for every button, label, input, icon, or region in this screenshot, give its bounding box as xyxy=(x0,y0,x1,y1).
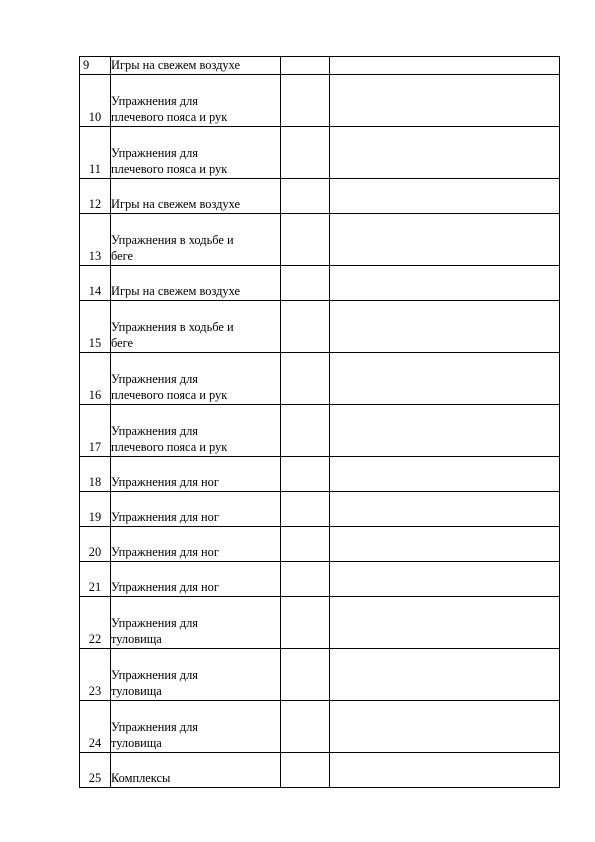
empty-cell xyxy=(281,753,330,788)
lesson-number: 22 xyxy=(80,597,111,649)
empty-cell xyxy=(281,75,330,127)
empty-cell xyxy=(330,353,560,405)
empty-cell xyxy=(281,492,330,527)
lesson-number: 24 xyxy=(80,701,111,753)
lesson-number: 18 xyxy=(80,457,111,492)
empty-cell xyxy=(330,701,560,753)
lesson-topic-text: Упражнения для ног xyxy=(111,510,219,524)
empty-cell xyxy=(281,266,330,301)
lesson-topic xyxy=(111,753,281,788)
table-row xyxy=(80,527,560,562)
lesson-topic-text: Упражнения для плечевого пояса и рук xyxy=(111,94,228,124)
empty-cell xyxy=(330,214,560,266)
lesson-topic-text: Упражнения для ног xyxy=(111,580,219,594)
lesson-topic xyxy=(111,597,281,649)
lesson-topic xyxy=(111,701,281,753)
lesson-topic xyxy=(111,301,281,353)
table-row xyxy=(80,179,560,214)
empty-cell xyxy=(281,179,330,214)
lesson-number: 17 xyxy=(80,405,111,457)
empty-cell xyxy=(330,562,560,597)
empty-cell xyxy=(281,127,330,179)
empty-cell xyxy=(281,353,330,405)
empty-cell xyxy=(330,753,560,788)
lesson-number: 16 xyxy=(80,353,111,405)
empty-cell xyxy=(330,57,560,75)
lesson-topic-text: Упражнения для плечевого пояса и рук xyxy=(111,372,228,402)
lesson-number: 20 xyxy=(80,527,111,562)
empty-cell xyxy=(330,597,560,649)
empty-cell xyxy=(281,527,330,562)
lesson-topic-text: Упражнения в ходьбе и беге xyxy=(111,320,234,350)
empty-cell xyxy=(330,457,560,492)
empty-cell xyxy=(281,597,330,649)
lesson-topic-text: Игры на свежем воздухе xyxy=(111,58,241,72)
lessons-table xyxy=(79,56,560,788)
lesson-number: 11 xyxy=(80,127,111,179)
lesson-topic-text: Игры на свежем воздухе xyxy=(111,284,241,298)
table-row xyxy=(80,562,560,597)
empty-cell xyxy=(281,562,330,597)
table-row xyxy=(80,597,560,649)
table-row xyxy=(80,701,560,753)
lesson-topic-text: Упражнения для ног xyxy=(111,545,219,559)
lesson-topic-text: Упражнения для туловища xyxy=(111,616,198,646)
empty-cell xyxy=(281,701,330,753)
empty-cell xyxy=(330,301,560,353)
lesson-topic xyxy=(111,57,281,75)
lesson-topic xyxy=(111,492,281,527)
empty-cell xyxy=(281,301,330,353)
lesson-number: 12 xyxy=(80,179,111,214)
table-row xyxy=(80,649,560,701)
empty-cell xyxy=(330,75,560,127)
lesson-topic-text: Комплексы xyxy=(111,771,171,785)
lesson-topic xyxy=(111,214,281,266)
table-row xyxy=(80,753,560,788)
empty-cell xyxy=(281,457,330,492)
lesson-topic-text: Упражнения в ходьбе и беге xyxy=(111,233,234,263)
empty-cell xyxy=(281,405,330,457)
table-row xyxy=(80,214,560,266)
lesson-topic-text: Упражнения для туловища xyxy=(111,668,198,698)
lesson-number: 9 xyxy=(80,57,111,75)
table-row xyxy=(80,266,560,301)
empty-cell xyxy=(330,405,560,457)
empty-cell xyxy=(330,492,560,527)
lesson-number: 10 xyxy=(80,75,111,127)
lesson-topic xyxy=(111,405,281,457)
lesson-topic xyxy=(111,353,281,405)
lesson-topic-text: Упражнения для ног xyxy=(111,475,219,489)
lesson-number: 14 xyxy=(80,266,111,301)
lesson-number: 23 xyxy=(80,649,111,701)
lesson-topic-text: Упражнения для плечевого пояса и рук xyxy=(111,146,228,176)
table-row xyxy=(80,127,560,179)
empty-cell xyxy=(281,649,330,701)
table-row xyxy=(80,405,560,457)
lesson-number: 13 xyxy=(80,214,111,266)
lesson-topic xyxy=(111,527,281,562)
empty-cell xyxy=(330,127,560,179)
lesson-topic-text: Упражнения для плечевого пояса и рук xyxy=(111,424,228,454)
lesson-topic xyxy=(111,457,281,492)
lesson-number: 21 xyxy=(80,562,111,597)
empty-cell xyxy=(330,527,560,562)
empty-cell xyxy=(330,649,560,701)
lesson-topic xyxy=(111,127,281,179)
empty-cell xyxy=(281,214,330,266)
lesson-topic xyxy=(111,649,281,701)
empty-cell xyxy=(281,57,330,75)
lesson-topic xyxy=(111,266,281,301)
table-row xyxy=(80,353,560,405)
table-row xyxy=(80,301,560,353)
empty-cell xyxy=(330,266,560,301)
empty-cell xyxy=(330,179,560,214)
lesson-topic xyxy=(111,179,281,214)
lesson-number: 15 xyxy=(80,301,111,353)
table-row xyxy=(80,75,560,127)
table-row xyxy=(80,457,560,492)
lesson-topic xyxy=(111,562,281,597)
lesson-number: 19 xyxy=(80,492,111,527)
lesson-topic-text: Игры на свежем воздухе xyxy=(111,197,241,211)
lesson-number: 25 xyxy=(80,753,111,788)
lesson-topic-text: Упражнения для туловища xyxy=(111,720,198,750)
table-row xyxy=(80,492,560,527)
lesson-topic xyxy=(111,75,281,127)
table-row xyxy=(80,57,560,75)
